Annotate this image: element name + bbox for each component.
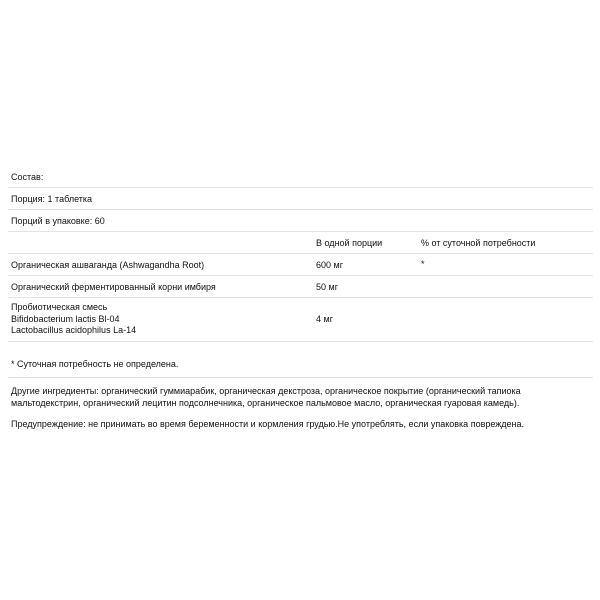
ingredient-amount: 50 мг [316, 282, 338, 292]
probiotic-amount: 4 мг [316, 314, 333, 324]
table-row [8, 254, 593, 276]
warning [11, 419, 524, 431]
ingredient-amount: 600 мг [316, 260, 343, 270]
probiotic-row [8, 298, 593, 342]
probiotic-strain: Lactobacillus acidophilus La-14 [11, 325, 137, 335]
table-header-row [8, 232, 593, 254]
servings-per-container: Порций в упаковке: 60 [11, 216, 105, 226]
probiotic-strain: Bifidobacterium lactis Bl-04 [11, 313, 120, 324]
amount-header: В одной порции [316, 238, 383, 248]
daily-value-header: % от суточной потребности [421, 238, 536, 248]
other-ingredients-line: Другие ингредиенты: органический гуммиарабик, органическая декстроза, органическое покрытие (органический тапиока [11, 386, 521, 396]
ingredient-name: Органический ферментированный корни имбиря [11, 282, 216, 292]
ingredient-name: Органическая ашваганда (Ashwagandha Root) [11, 260, 205, 270]
footnote-row [8, 342, 593, 378]
probiotic-blend [11, 302, 136, 337]
serving-size: Порция: 1 таблетка [11, 194, 93, 204]
composition-label: Состав: [11, 172, 44, 182]
other-ingredients [11, 386, 521, 409]
servings-per-container-row [8, 210, 593, 232]
table-row [8, 276, 593, 298]
footnote: * Суточная потребность не определена. [11, 359, 179, 369]
probiotic-blend-title: Пробиотическая смесь [11, 302, 108, 312]
serving-row [8, 188, 593, 210]
composition-row [8, 164, 593, 188]
ingredient-daily-value: * [421, 259, 425, 269]
warning-text: Предупреждение: не принимать во время беременности и кормления грудью.Не употреблять, если упаковка повреждена. [11, 419, 525, 429]
other-ingredients-line: мальтодекстрин, органический лецитин подсолнечника, органическое пальмовое масло, органическая гуаровая камедь). [11, 397, 520, 408]
